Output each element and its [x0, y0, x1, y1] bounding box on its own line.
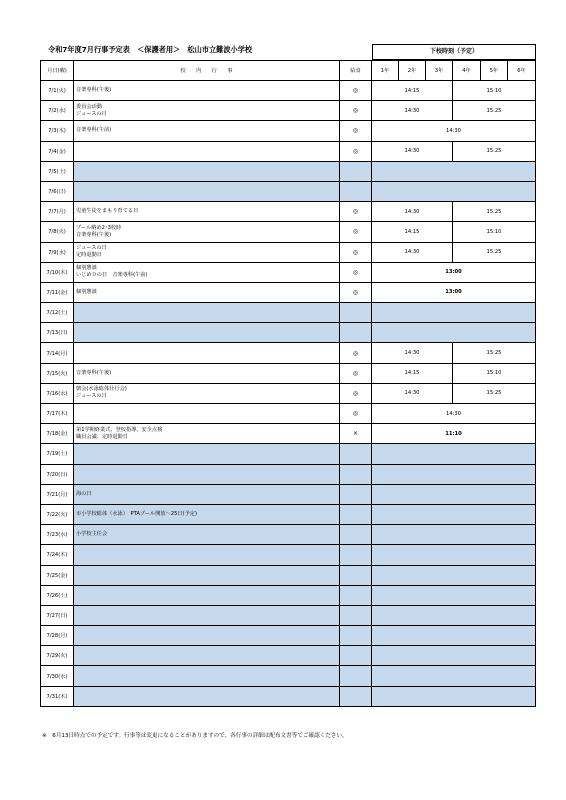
event-text: 小学校主任会 — [76, 531, 108, 538]
date-cell: 7/7(月) — [41, 202, 74, 222]
date-cell: 7/26(土) — [41, 585, 74, 605]
meal-cell — [340, 605, 372, 625]
dismissal-cell — [372, 686, 536, 706]
meal-cell — [340, 323, 372, 343]
dismissal-time: 11:10 — [372, 424, 536, 444]
table-row — [41, 101, 536, 121]
event-cell — [74, 303, 340, 323]
dismissal-time-lower: 14:30 — [372, 242, 453, 262]
event-cell — [74, 121, 340, 141]
dismissal-cell — [372, 161, 536, 181]
event-text: 個別懇談 — [76, 265, 97, 272]
grade-header: 5年 — [481, 61, 508, 81]
date-cell: 7/4(金) — [41, 141, 74, 161]
table-row — [41, 646, 536, 666]
dismissal-time: 14:30 — [372, 404, 536, 424]
meal-cell — [340, 161, 372, 181]
event-text: 個別懇談 — [76, 288, 97, 295]
dismissal-time-lower: 14:15 — [372, 363, 453, 383]
meal-cell: ◎ — [340, 262, 372, 282]
event-cell — [74, 545, 340, 565]
meal-cell — [340, 626, 372, 646]
date-cell: 7/24(木) — [41, 545, 74, 565]
event-text: 音楽専科(午前) — [76, 127, 112, 134]
event-cell — [74, 222, 340, 242]
dismissal-time-upper: 15:25 — [453, 383, 536, 403]
event-text: 職員会議、定時退勤日 — [76, 433, 128, 440]
dismissal-cell — [372, 484, 536, 504]
date-column-header: 月日(曜) — [41, 61, 74, 81]
dismissal-cell — [372, 666, 536, 686]
date-cell: 7/1(火) — [41, 81, 74, 101]
grade-header: 1年 — [372, 61, 399, 81]
dismissal-cell — [372, 646, 536, 666]
date-cell: 7/29(火) — [41, 646, 74, 666]
event-text: 音楽専科(午後) — [76, 231, 112, 238]
event-text: 児童生徒をまもり育てる日 — [76, 208, 139, 215]
dismissal-cell — [372, 565, 536, 585]
event-cell — [74, 504, 340, 524]
event-cell — [74, 81, 340, 101]
event-text: 音楽専科(午後) — [76, 87, 112, 94]
grade-header: 2年 — [399, 61, 426, 81]
table-row — [41, 161, 536, 181]
meal-cell — [340, 565, 372, 585]
table-row — [41, 404, 536, 424]
date-cell: 7/16(水) — [41, 383, 74, 403]
table-row — [41, 565, 536, 585]
date-cell: 7/6(日) — [41, 181, 74, 201]
grade-header: 6年 — [508, 61, 536, 81]
table-row — [41, 343, 536, 363]
table-row — [41, 222, 536, 242]
date-cell: 7/10(木) — [41, 262, 74, 282]
event-text: 音楽専科(午後) — [76, 369, 112, 376]
table-row — [41, 262, 536, 282]
dismissal-cell — [372, 504, 536, 524]
table-row — [41, 605, 536, 625]
event-text: ジュースの日 — [76, 110, 107, 117]
event-cell — [74, 101, 340, 121]
dismissal-time-upper: 15:10 — [453, 81, 536, 101]
date-cell: 7/5(土) — [41, 161, 74, 181]
event-cell — [74, 141, 340, 161]
table-row — [41, 383, 536, 403]
meal-cell — [340, 646, 372, 666]
dismissal-time: 13:00 — [372, 262, 536, 282]
events-column-header: 校 内 行 事 — [74, 61, 340, 81]
dismissal-time-upper: 15:10 — [453, 222, 536, 242]
table-row — [41, 545, 536, 565]
event-cell — [74, 404, 340, 424]
meal-cell — [340, 444, 372, 464]
date-cell: 7/30(水) — [41, 666, 74, 686]
event-cell — [74, 161, 340, 181]
dismissal-time-lower: 14:30 — [372, 383, 453, 403]
event-cell — [74, 323, 340, 343]
date-cell: 7/15(火) — [41, 363, 74, 383]
event-cell — [74, 363, 340, 383]
event-cell — [74, 242, 340, 262]
table-row — [41, 202, 536, 222]
event-text: いじめ０の日 音楽専科(午前) — [76, 272, 148, 279]
dismissal-cell — [372, 181, 536, 201]
event-text: ジュースの日 — [76, 245, 107, 252]
dismissal-time-upper: 15:10 — [453, 363, 536, 383]
table-row — [41, 121, 536, 141]
dismissal-cell — [372, 525, 536, 545]
table-row — [41, 666, 536, 686]
meal-column-header: 給食 — [340, 61, 372, 81]
table-row — [41, 141, 536, 161]
grade-header: 3年 — [426, 61, 453, 81]
table-row — [41, 424, 536, 444]
event-cell — [74, 565, 340, 585]
date-cell: 7/13(日) — [41, 323, 74, 343]
date-cell: 7/19(土) — [41, 444, 74, 464]
date-cell: 7/14(月) — [41, 343, 74, 363]
meal-cell: ◎ — [340, 343, 372, 363]
event-cell — [74, 605, 340, 625]
meal-cell: ◎ — [340, 383, 372, 403]
meal-cell: ◎ — [340, 282, 372, 302]
event-cell — [74, 525, 340, 545]
meal-cell — [340, 504, 372, 524]
event-cell — [74, 444, 340, 464]
event-cell — [74, 484, 340, 504]
meal-cell: × — [340, 424, 372, 444]
table-row — [41, 282, 536, 302]
table-row — [41, 686, 536, 706]
meal-cell — [340, 303, 372, 323]
table-row — [41, 585, 536, 605]
meal-cell: ◎ — [340, 363, 372, 383]
date-cell: 7/18(金) — [41, 424, 74, 444]
meal-cell: ◎ — [340, 242, 372, 262]
dismissal-cell — [372, 444, 536, 464]
meal-cell: ◎ — [340, 81, 372, 101]
event-text: 朝会(水泳総体壮行会) — [76, 386, 127, 393]
date-cell: 7/31(木) — [41, 686, 74, 706]
event-text: 第1学期終業式、登校指導、安全点検 — [76, 426, 163, 433]
table-row — [41, 525, 536, 545]
meal-cell — [340, 525, 372, 545]
dismissal-time: 14:30 — [372, 121, 536, 141]
dismissal-cell — [372, 303, 536, 323]
date-cell: 7/8(火) — [41, 222, 74, 242]
event-cell — [74, 585, 340, 605]
dismissal-time: 13:00 — [372, 282, 536, 302]
dismissal-cell — [372, 605, 536, 625]
date-cell: 7/25(金) — [41, 565, 74, 585]
table-row — [41, 464, 536, 484]
dismissal-time-upper: 15:25 — [453, 101, 536, 121]
date-cell: 7/2(水) — [41, 101, 74, 121]
dismissal-cell — [372, 585, 536, 605]
meal-cell: ◎ — [340, 101, 372, 121]
table-row — [41, 484, 536, 504]
event-cell — [74, 282, 340, 302]
dismissal-time-lower: 14:15 — [372, 222, 453, 242]
schedule-table — [40, 60, 536, 707]
meal-cell: ◎ — [340, 222, 372, 242]
date-cell: 7/11(金) — [41, 282, 74, 302]
footnote: ※ 6月13日時点での予定です。行事等は変更になることがありますので、各行事の詳細は配布文書等でご確認ください。 — [42, 733, 348, 739]
event-cell — [74, 202, 340, 222]
meal-cell — [340, 585, 372, 605]
event-cell — [74, 343, 340, 363]
meal-cell — [340, 545, 372, 565]
meal-cell: ◎ — [340, 202, 372, 222]
date-cell: 7/12(土) — [41, 303, 74, 323]
table-row — [41, 242, 536, 262]
event-cell — [74, 626, 340, 646]
meal-cell — [340, 666, 372, 686]
table-row — [41, 303, 536, 323]
table-row — [41, 504, 536, 524]
meal-cell: ◎ — [340, 404, 372, 424]
dismissal-cell — [372, 464, 536, 484]
event-cell — [74, 383, 340, 403]
dismissal-cell — [372, 545, 536, 565]
date-cell: 7/9(水) — [41, 242, 74, 262]
date-cell: 7/3(木) — [41, 121, 74, 141]
event-text: 委員会活動 — [76, 103, 102, 110]
event-text: プール納め2･3校時 — [76, 224, 122, 231]
event-text: 定時退勤日 — [76, 252, 102, 259]
dismissal-time-lower: 14:30 — [372, 343, 453, 363]
dismissal-time-upper: 15:25 — [453, 202, 536, 222]
event-cell — [74, 262, 340, 282]
dismissal-cell — [372, 626, 536, 646]
meal-cell: ◎ — [340, 141, 372, 161]
table-row — [41, 444, 536, 464]
date-cell: 7/27(日) — [41, 605, 74, 625]
dismissal-cell — [372, 323, 536, 343]
table-row — [41, 626, 536, 646]
event-cell — [74, 181, 340, 201]
dismissal-time-upper: 15:25 — [453, 343, 536, 363]
dismissal-time-heading: 下校時刻（予定） — [372, 44, 536, 60]
event-text: ジュースの日 — [76, 393, 107, 400]
event-cell — [74, 666, 340, 686]
meal-cell — [340, 484, 372, 504]
page-title: 令和7年度7月行事予定表 ＜保護者用＞ 松山市立難波小学校 — [48, 45, 253, 54]
date-cell: 7/20(日) — [41, 464, 74, 484]
meal-cell — [340, 181, 372, 201]
event-text: 海の日 — [76, 490, 92, 497]
table-row — [41, 323, 536, 343]
dismissal-time-upper: 15:25 — [453, 141, 536, 161]
grade-header: 4年 — [453, 61, 481, 81]
dismissal-time-upper: 15:25 — [453, 242, 536, 262]
table-row — [41, 363, 536, 383]
event-cell — [74, 686, 340, 706]
dismissal-time-lower: 14:15 — [372, 81, 453, 101]
header-row — [41, 61, 536, 81]
meal-cell — [340, 686, 372, 706]
table-row — [41, 81, 536, 101]
date-cell: 7/28(月) — [41, 626, 74, 646]
meal-cell — [340, 464, 372, 484]
date-cell: 7/21(月) — [41, 484, 74, 504]
meal-cell: ◎ — [340, 121, 372, 141]
dismissal-time-lower: 14:30 — [372, 141, 453, 161]
event-cell — [74, 464, 340, 484]
dismissal-time-lower: 14:30 — [372, 202, 453, 222]
dismissal-time-lower: 14:30 — [372, 101, 453, 121]
table-row — [41, 181, 536, 201]
date-cell: 7/22(火) — [41, 504, 74, 524]
date-cell: 7/23(水) — [41, 525, 74, 545]
event-cell — [74, 424, 340, 444]
event-cell — [74, 646, 340, 666]
date-cell: 7/17(木) — [41, 404, 74, 424]
event-text: 市小学校総体（水泳） PTAプール開放～25日(予定) — [76, 511, 197, 518]
